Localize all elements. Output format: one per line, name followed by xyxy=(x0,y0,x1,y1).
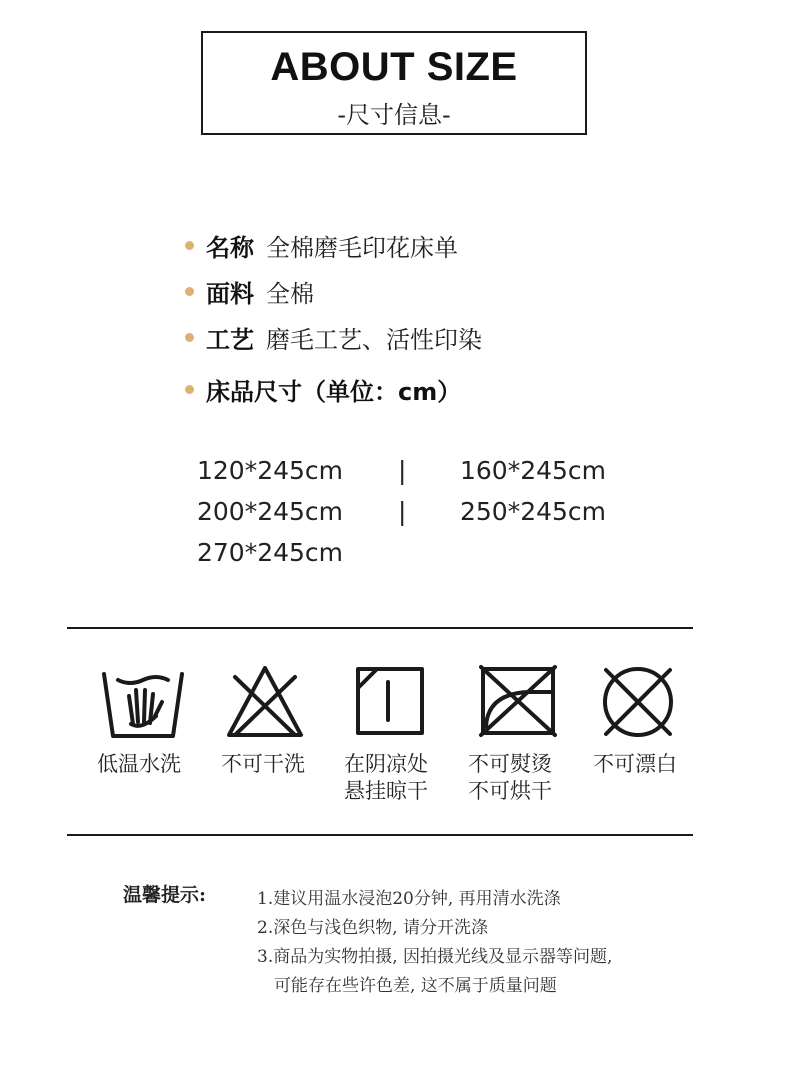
spec-label: 面料 xyxy=(206,279,254,308)
care-label-wash xyxy=(74,751,204,778)
care-label-line: 不可熨烫 xyxy=(468,752,552,776)
spec-value: 全棉磨毛印花床单 xyxy=(266,233,458,262)
spec-label: 工艺 xyxy=(206,325,254,354)
care-label-no-iron xyxy=(445,751,575,805)
page-title: ABOUT SIZE xyxy=(270,45,518,89)
divider-top xyxy=(67,627,693,629)
spec-label: 床品尺寸（单位：cm） xyxy=(206,377,462,406)
wash-low-temp-icon xyxy=(100,666,186,740)
care-label-no-bleach xyxy=(570,751,700,778)
no-dry-clean-icon xyxy=(226,665,304,739)
care-label-hang-dry xyxy=(321,751,451,805)
tip-line: 1.建议用温水浸泡20分钟, 再用清水洗涤 xyxy=(257,889,561,909)
care-label-line: 不可烘干 xyxy=(468,779,552,803)
size-value: 270*245cm xyxy=(197,538,344,567)
shade-hang-dry-icon xyxy=(355,666,425,736)
care-label-line: 在阴凉处 xyxy=(344,752,428,776)
size-value: 250*245cm xyxy=(460,497,607,526)
size-separator: | xyxy=(398,497,407,526)
divider-bottom xyxy=(67,834,693,836)
tips-title: 温馨提示: xyxy=(123,884,207,906)
care-label-line: 低温水洗 xyxy=(97,752,181,776)
tip-line: 3.商品为实物拍摄, 因拍摄光线及显示器等问题, xyxy=(257,947,613,967)
title-box xyxy=(201,31,587,135)
no-iron-no-tumble-dry-icon xyxy=(478,664,558,738)
care-label-line: 不可漂白 xyxy=(593,752,677,776)
spec-item-fabric xyxy=(185,273,314,309)
spec-value: 磨毛工艺、活性印染 xyxy=(266,325,482,354)
size-value: 200*245cm xyxy=(197,497,344,526)
size-value: 160*245cm xyxy=(460,456,607,485)
spec-item-size xyxy=(185,371,473,407)
spec-label: 名称 xyxy=(206,233,254,262)
care-label-line: 不可干洗 xyxy=(221,752,305,776)
care-label-line: 悬挂晾干 xyxy=(344,779,428,803)
spec-item-craft xyxy=(185,319,482,355)
size-separator: | xyxy=(398,456,407,485)
bullet-dot-icon xyxy=(185,333,194,342)
no-bleach-icon xyxy=(600,664,676,740)
size-value: 120*245cm xyxy=(197,456,344,485)
bullet-dot-icon xyxy=(185,385,194,394)
care-label-no-dry-clean xyxy=(198,751,328,778)
bullet-dot-icon xyxy=(185,241,194,250)
tip-line: 2.深色与浅色织物, 请分开洗涤 xyxy=(257,918,489,938)
tip-line: 可能存在些许色差, 这不属于质量问题 xyxy=(274,976,557,996)
spec-item-name xyxy=(185,227,458,263)
spec-value: 全棉 xyxy=(266,279,314,308)
bullet-dot-icon xyxy=(185,287,194,296)
page-subtitle: -尺寸信息- xyxy=(337,101,451,129)
